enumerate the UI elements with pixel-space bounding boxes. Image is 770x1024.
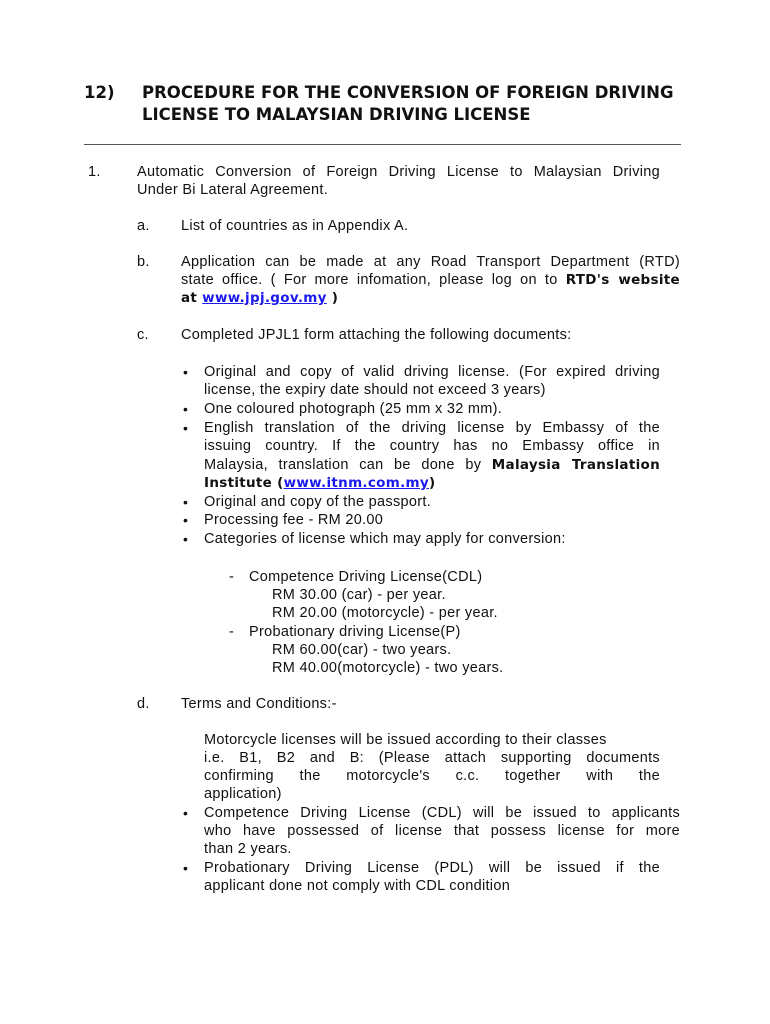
item-label-a: a.	[137, 218, 150, 234]
bullet-icon: •	[183, 364, 188, 380]
item-b-text	[181, 271, 680, 289]
category-fee: RM 60.00(car) - two years.	[272, 642, 452, 658]
bullet-icon: •	[183, 401, 188, 417]
bullet-text	[204, 474, 435, 492]
bold-text: Institute (	[204, 475, 284, 491]
category-fee: RM 40.00(motorcycle) - two years.	[272, 660, 504, 676]
terms-text: confirming the motorcycle's c.c. together with the	[204, 768, 660, 784]
heading-line: LICENSE TO MALAYSIAN DRIVING LICENSE	[142, 105, 531, 124]
item-a-text: List of countries as in Appendix A.	[181, 218, 409, 234]
bullet-text: English translation of the driving license by Embassy of the	[204, 420, 660, 436]
bold-text: RTD's website	[565, 272, 680, 288]
terms-text: i.e. B1, B2 and B: (Please attach supporting documents	[204, 750, 660, 766]
bullet-text: license, the expiry date should not exceed 3 years)	[204, 382, 546, 398]
terms-text: Motorcycle licenses will be issued according to their classes	[204, 732, 607, 748]
section-title: Under Bi Lateral Agreement.	[137, 182, 329, 198]
terms-bullet-text: applicant done not comply with CDL condition	[204, 878, 511, 894]
dash: -	[229, 569, 235, 585]
item-label-d: d.	[137, 696, 150, 712]
item-label-c: c.	[137, 327, 149, 343]
divider	[84, 144, 681, 145]
bullet-icon: •	[183, 805, 188, 821]
bullet-text: Original and copy of the passport.	[204, 494, 432, 510]
item-b-text: Application can be made at any Road Transport Department (RTD)	[181, 254, 680, 270]
bullet-text: Categories of license which may apply for conversion:	[204, 531, 566, 547]
bold-text: at	[181, 290, 203, 306]
bullet-text: Processing fee - RM 20.00	[204, 512, 384, 528]
section-number: 1.	[88, 164, 101, 180]
terms-bullet-text: Probationary Driving License (PDL) will be issued if the	[204, 860, 660, 876]
bullet-text: Original and copy of valid driving license. (For expired driving	[204, 364, 660, 380]
bullet-icon: •	[183, 531, 188, 547]
heading-line: PROCEDURE FOR THE CONVERSION OF FOREIGN DRIVING	[142, 83, 674, 102]
heading-number: 12)	[84, 83, 115, 102]
dash: -	[229, 624, 235, 640]
item-label-b: b.	[137, 254, 150, 270]
category-fee: RM 20.00 (motorcycle) - per year.	[272, 605, 498, 621]
bullet-text: One coloured photograph (25 mm x 32 mm).	[204, 401, 503, 417]
category-fee: RM 30.00 (car) - per year.	[272, 587, 446, 603]
item-c-text: Completed JPJL1 form attaching the following documents:	[181, 327, 572, 343]
item-d-text: Terms and Conditions:-	[181, 696, 337, 712]
bullet-text	[204, 456, 660, 474]
bullet-icon: •	[183, 494, 188, 510]
section-title: Automatic Conversion of Foreign Driving License to Malaysian Driving	[137, 164, 660, 180]
text: Malaysia, translation can be done by	[204, 457, 492, 473]
terms-bullet-text: Competence Driving License (CDL) will be issued to applicants	[204, 805, 680, 821]
bold-text: Malaysia Translation	[491, 457, 660, 473]
terms-bullet-text: who have possessed of license that possess license for more	[204, 823, 680, 839]
item-b-text	[181, 289, 338, 307]
bullet-icon: •	[183, 512, 188, 528]
category-name: Probationary driving License(P)	[249, 624, 461, 640]
bullet-text: issuing country. If the country has no Embassy office in	[204, 438, 660, 454]
category-name: Competence Driving License(CDL)	[249, 569, 483, 585]
text: )	[326, 290, 339, 306]
bold-text: )	[429, 475, 436, 491]
text: state office. ( For more infomation, please log on to	[181, 272, 566, 288]
bullet-icon: •	[183, 420, 188, 436]
bullet-icon: •	[183, 860, 188, 876]
terms-bullet-text: than 2 years.	[204, 841, 292, 857]
terms-text: application)	[204, 786, 282, 802]
jpj-website-link[interactable]: www.jpj.gov.my	[202, 290, 327, 306]
itnm-website-link[interactable]: www.itnm.com.my	[283, 475, 429, 491]
